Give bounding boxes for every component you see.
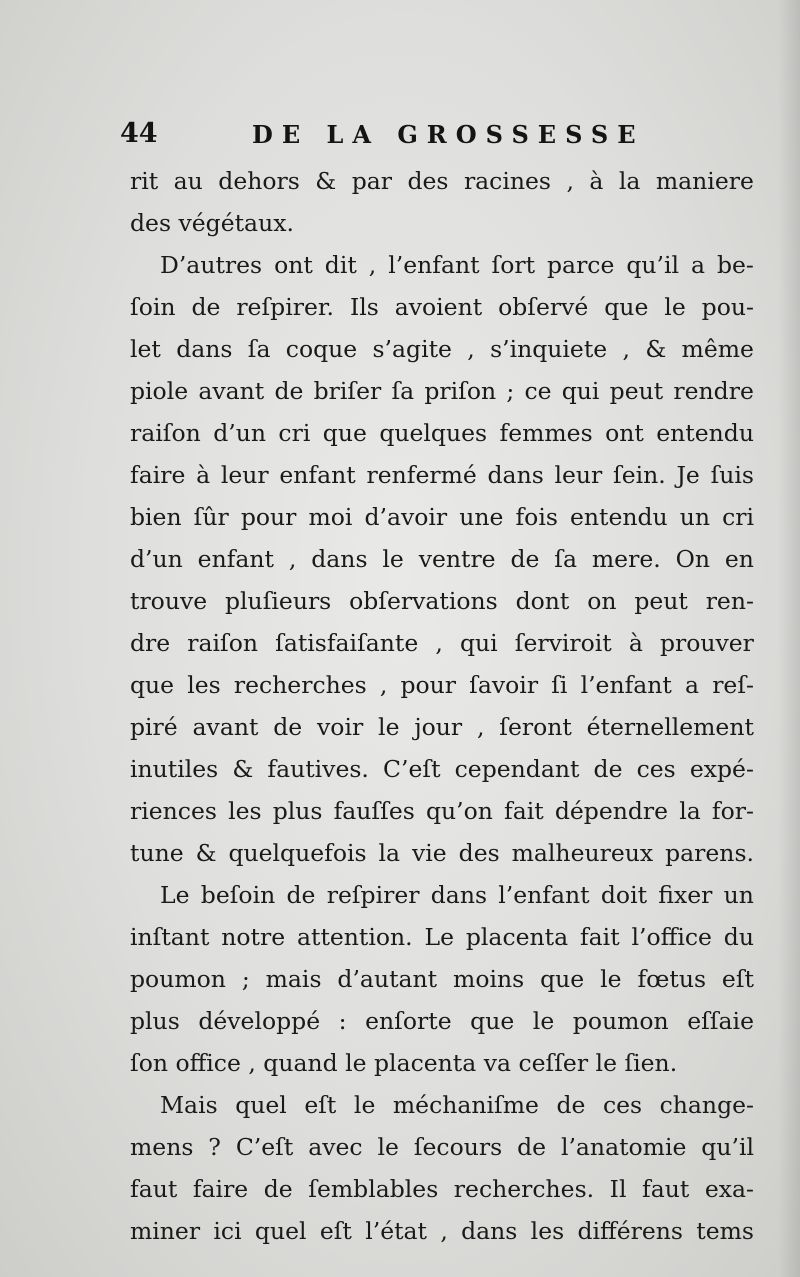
word: faut	[642, 1175, 690, 1203]
word: poumon	[130, 965, 226, 993]
word: d’un	[130, 545, 183, 573]
word: maniere	[655, 167, 754, 195]
word: dans	[430, 881, 488, 909]
word: faut	[130, 1175, 178, 1203]
text-line	[130, 622, 754, 664]
word: peut	[634, 587, 688, 615]
text-line	[130, 706, 754, 748]
word: fœtus	[637, 965, 707, 993]
word: au	[173, 167, 203, 195]
word: l’enfant	[498, 881, 590, 909]
word: de	[556, 1091, 586, 1119]
word: faire	[130, 461, 186, 489]
word: ſavoir	[469, 671, 539, 699]
word: &	[195, 839, 217, 867]
text-line	[130, 286, 754, 328]
word: exa-	[704, 1175, 754, 1203]
word: développé	[198, 1007, 321, 1035]
text-line	[130, 958, 754, 1000]
page-number: 44	[120, 118, 158, 149]
word: d’avoir	[364, 503, 448, 531]
word: C’eſt	[383, 755, 441, 783]
text-line	[130, 1210, 754, 1252]
text-line	[130, 748, 754, 790]
word: inſtant	[130, 923, 210, 951]
word: plus	[130, 1007, 180, 1035]
word: &	[645, 335, 667, 363]
word: éternellement	[586, 713, 754, 741]
word: ,	[467, 335, 475, 363]
word: Mais	[160, 1091, 218, 1119]
word: obſervations	[349, 587, 498, 615]
word: On	[675, 545, 710, 573]
text-line	[130, 538, 754, 580]
word: ſerviroit	[514, 629, 612, 657]
word: qu’on	[425, 797, 493, 825]
word: pluſieurs	[225, 587, 332, 615]
word: même	[681, 335, 754, 363]
word: l’anatomie	[560, 1133, 687, 1161]
word: ren-	[705, 587, 754, 615]
word: piré	[130, 713, 178, 741]
word: dans	[487, 461, 544, 489]
text-line	[130, 1000, 754, 1042]
word: des	[407, 167, 449, 195]
word: dans	[311, 545, 368, 573]
word: d’un	[213, 419, 266, 447]
text-line	[130, 1126, 754, 1168]
word: de	[273, 713, 303, 741]
word: ſort	[491, 251, 536, 279]
word: plus	[272, 797, 323, 825]
word: dépendre	[554, 797, 669, 825]
word: entendu	[656, 419, 754, 447]
word: expé-	[689, 755, 754, 783]
word: le	[353, 1091, 376, 1119]
word: dit	[324, 251, 357, 279]
word: obſervé	[498, 293, 589, 321]
word: ,	[435, 629, 443, 657]
word: de	[263, 1175, 293, 1203]
word: méchaniſme	[392, 1091, 539, 1119]
text-line	[130, 832, 754, 874]
word: ſa	[247, 335, 271, 363]
word: à	[628, 629, 643, 657]
word: ſeront	[499, 713, 572, 741]
word: for-	[711, 797, 754, 825]
word: ce	[524, 377, 552, 405]
word: reſ-	[712, 671, 754, 699]
text-line	[130, 1084, 754, 1126]
word: eſt	[319, 1217, 352, 1245]
word: ;	[506, 377, 515, 405]
word: rit	[130, 167, 159, 195]
text-line	[130, 1168, 754, 1210]
word: d’autant	[337, 965, 438, 993]
word: enſorte	[365, 1007, 452, 1035]
word: ſi	[551, 671, 568, 699]
running-title: DE LA GROSSESSE	[252, 120, 645, 149]
word: quelques	[379, 419, 488, 447]
word: ſoin	[130, 293, 176, 321]
word: de	[191, 293, 221, 321]
word: enfant	[279, 461, 356, 489]
word: s’inquiete	[490, 335, 608, 363]
word: quelquefois	[228, 839, 367, 867]
word: dans	[176, 335, 233, 363]
word: avant	[198, 377, 265, 405]
word: &	[315, 167, 337, 195]
word: racines	[463, 167, 551, 195]
word: peut	[609, 377, 664, 405]
word: le	[377, 1133, 399, 1161]
word: be-	[716, 251, 754, 279]
word: C’eſt	[235, 1133, 294, 1161]
word: bien	[130, 503, 182, 531]
word: que	[130, 671, 175, 699]
word: le	[600, 965, 622, 993]
word: ces	[636, 755, 676, 783]
word: un	[723, 881, 754, 909]
word: malheureux	[511, 839, 654, 867]
word: ,	[288, 545, 297, 573]
word: l’office	[631, 923, 712, 951]
word: ſatisfaiſante	[275, 629, 419, 657]
word: faire	[192, 1175, 249, 1203]
word: du	[723, 923, 754, 951]
text-line	[130, 160, 754, 202]
word: on	[587, 587, 617, 615]
word: avec	[308, 1133, 363, 1161]
word: mais	[265, 965, 322, 993]
word: Ils	[349, 293, 379, 321]
word: notre	[221, 923, 286, 951]
word: l’enfant	[388, 251, 480, 279]
word: trouve	[130, 587, 208, 615]
word: dre	[130, 629, 171, 657]
body-text	[130, 160, 754, 1252]
word: fixer	[658, 881, 713, 909]
word: vie	[412, 839, 447, 867]
word: ont	[274, 251, 313, 279]
word: le	[532, 1007, 555, 1035]
word: eſſaie	[687, 1007, 754, 1035]
word: renfermé	[366, 461, 477, 489]
word: Il	[609, 1175, 627, 1203]
text-line: des végétaux.	[130, 209, 294, 237]
word: le	[382, 545, 404, 573]
word: à	[589, 167, 604, 195]
text-line	[130, 412, 754, 454]
word: change-	[659, 1091, 754, 1119]
word: ſa	[554, 545, 578, 573]
word: que	[540, 965, 585, 993]
word: dont	[515, 587, 570, 615]
word: miner	[130, 1217, 201, 1245]
word: ,	[622, 335, 630, 363]
word: les	[530, 1217, 565, 1245]
word: ,	[368, 251, 377, 279]
word: moi	[308, 503, 353, 531]
word: fauſſes	[333, 797, 415, 825]
word: la	[618, 167, 641, 195]
word: qu’il	[701, 1133, 754, 1161]
word: prouver	[659, 629, 754, 657]
word: la	[679, 797, 701, 825]
word: que	[322, 419, 367, 447]
word: par	[351, 167, 392, 195]
word: fait	[504, 797, 544, 825]
running-head	[120, 118, 760, 158]
word: l’état	[365, 1217, 427, 1245]
word: briſer	[313, 377, 382, 405]
word: ?	[208, 1133, 221, 1161]
word: de	[286, 881, 316, 909]
word: différens	[577, 1217, 683, 1245]
text-line	[130, 328, 754, 370]
word: le	[664, 293, 686, 321]
word: priſon	[424, 377, 497, 405]
word: qu’il	[626, 251, 680, 279]
word: enfant	[197, 545, 275, 573]
word: recherches	[233, 671, 367, 699]
word: coque	[285, 335, 358, 363]
word: fait	[579, 923, 620, 951]
word: let	[130, 335, 161, 363]
word: les	[187, 671, 221, 699]
word: tune	[130, 839, 184, 867]
word: qui	[561, 377, 600, 405]
word: ſa	[391, 377, 415, 405]
word: eſt	[304, 1091, 337, 1119]
word: ,	[379, 671, 388, 699]
text-line	[130, 916, 754, 958]
word: attention.	[296, 923, 413, 951]
word: de	[510, 545, 540, 573]
word: a	[691, 251, 706, 279]
word: poumon	[572, 1007, 669, 1035]
word: pour	[400, 671, 457, 699]
word: un	[679, 503, 711, 531]
word: raiſon	[130, 419, 201, 447]
word: ici	[213, 1217, 242, 1245]
word: ſûr	[193, 503, 229, 531]
word: a	[685, 671, 700, 699]
word: cependant	[454, 755, 580, 783]
word: quel	[254, 1217, 307, 1245]
word: ces	[602, 1091, 643, 1119]
word: cri	[278, 419, 311, 447]
text-line	[130, 790, 754, 832]
word: cri	[722, 503, 754, 531]
word: les	[228, 797, 262, 825]
text-line	[130, 454, 754, 496]
word: ſuis	[710, 461, 754, 489]
word: de	[274, 377, 304, 405]
word: mere.	[591, 545, 661, 573]
word: l’enfant	[580, 671, 672, 699]
text-line	[130, 874, 754, 916]
word: fautives.	[267, 755, 369, 783]
word: ,	[476, 713, 485, 741]
word: de	[517, 1133, 547, 1161]
text-line	[130, 496, 754, 538]
word: Le	[424, 923, 455, 951]
word: qui	[459, 629, 498, 657]
word: moins	[453, 965, 525, 993]
word: ;	[241, 965, 250, 993]
word: en	[724, 545, 754, 573]
word: recherches.	[453, 1175, 595, 1203]
word: pou-	[701, 293, 754, 321]
word: dehors	[218, 167, 300, 195]
text-line	[130, 370, 754, 412]
word: placenta	[465, 923, 569, 951]
word: :	[338, 1007, 347, 1035]
word: reſpirer.	[236, 293, 334, 321]
word: jour	[414, 713, 463, 741]
word: fois	[515, 503, 558, 531]
word: rendre	[673, 377, 754, 405]
word: avant	[192, 713, 259, 741]
word: à	[196, 461, 211, 489]
word: une	[459, 503, 504, 531]
word: s’agite	[372, 335, 452, 363]
word: avoient	[394, 293, 483, 321]
word: des	[458, 839, 500, 867]
word: reſpirer	[326, 881, 420, 909]
word: raiſon	[187, 629, 259, 657]
word: entendu	[569, 503, 668, 531]
word: ſein.	[613, 461, 666, 489]
text-line	[130, 244, 754, 286]
word: parens.	[665, 839, 754, 867]
word: eſt	[721, 965, 754, 993]
word: ſecours	[413, 1133, 503, 1161]
word: le	[378, 713, 400, 741]
word: Je	[676, 461, 700, 489]
text-line	[130, 664, 754, 706]
word: tems	[696, 1217, 754, 1245]
word: ont	[605, 419, 644, 447]
word: &	[232, 755, 254, 783]
word: doit	[600, 881, 648, 909]
word: la	[378, 839, 401, 867]
word: dans	[461, 1217, 518, 1245]
word: ventre	[418, 545, 496, 573]
text-line	[130, 580, 754, 622]
word: leur	[220, 461, 269, 489]
word: voir	[317, 713, 364, 741]
word: de	[593, 755, 623, 783]
word: beſoin	[200, 881, 276, 909]
word: ſemblables	[308, 1175, 439, 1203]
word: mens	[130, 1133, 194, 1161]
text-line: ſon office , quand le placenta va ceſſer le ſien.	[130, 1049, 678, 1077]
word: riences	[130, 797, 217, 825]
word: femmes	[499, 419, 593, 447]
word: quel	[235, 1091, 287, 1119]
word: inutiles	[130, 755, 219, 783]
word: ,	[566, 167, 574, 195]
word: piole	[130, 377, 189, 405]
word: leur	[554, 461, 603, 489]
word: que	[470, 1007, 515, 1035]
word: D’autres	[160, 251, 263, 279]
word: Le	[160, 881, 190, 909]
word: que	[604, 293, 649, 321]
word: pour	[240, 503, 297, 531]
word: ,	[440, 1217, 448, 1245]
word: parce	[547, 251, 615, 279]
